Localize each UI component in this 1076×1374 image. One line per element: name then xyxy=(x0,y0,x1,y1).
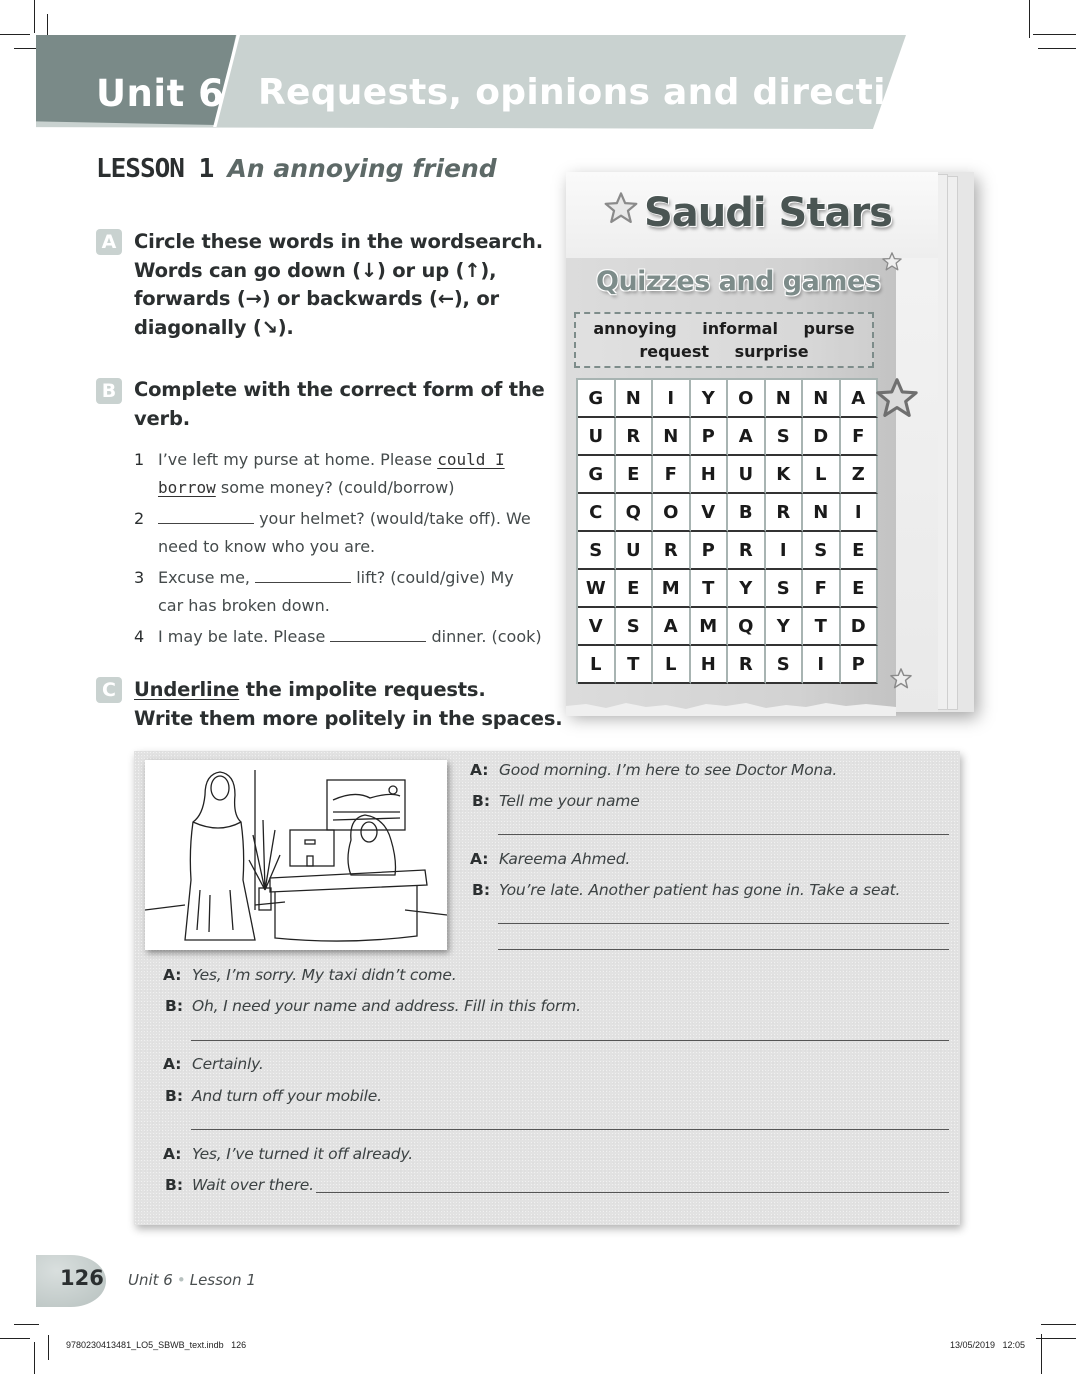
speaker-label: B: xyxy=(165,997,184,1015)
exercise-c-badge: C xyxy=(96,677,122,703)
grid-cell[interactable]: D xyxy=(841,608,879,646)
answer-line[interactable] xyxy=(316,1192,949,1193)
speaker-label: A: xyxy=(163,966,182,984)
grid-cell[interactable]: V xyxy=(691,494,729,532)
grid-cell[interactable]: I xyxy=(766,532,804,570)
star-icon xyxy=(876,378,918,418)
item-text: I may be late. Please xyxy=(158,627,331,646)
speaker-label: A: xyxy=(470,850,489,868)
grid-cell[interactable]: F xyxy=(841,418,879,456)
speaker-label: B: xyxy=(165,1087,184,1105)
grid-cell[interactable]: G xyxy=(578,456,616,494)
item-text: lift? (could/give) My car has broken down. xyxy=(158,568,514,615)
answer-line[interactable] xyxy=(191,1040,949,1041)
answer-line[interactable] xyxy=(498,923,949,924)
unit-title: Requests, opinions and directions xyxy=(258,72,959,113)
crop-mark xyxy=(1041,1324,1076,1325)
word: informal xyxy=(702,319,778,338)
grid-cell[interactable]: B xyxy=(728,494,766,532)
grid-cell[interactable]: E xyxy=(616,570,654,608)
grid-cell[interactable]: Q xyxy=(728,608,766,646)
star-icon xyxy=(882,252,902,271)
word: purse xyxy=(803,319,855,338)
speaker-label: A: xyxy=(163,1055,182,1073)
grid-cell[interactable]: E xyxy=(841,532,879,570)
quiz-section xyxy=(566,258,896,712)
lesson-heading xyxy=(96,154,497,184)
item-number: 4 xyxy=(134,627,145,646)
word-row xyxy=(576,340,872,363)
item-text: dinner. (cook) xyxy=(426,627,542,646)
grid-cell[interactable]: Z xyxy=(841,456,879,494)
utterance: You’re late. Another patient has gone in. Take a seat. xyxy=(499,881,901,899)
grid-cell[interactable]: G xyxy=(578,380,616,418)
exercise-a-instructions xyxy=(134,228,554,342)
grid-cell[interactable]: U xyxy=(728,456,766,494)
crop-mark xyxy=(14,48,38,49)
instruction-line xyxy=(134,676,564,705)
utterance: Yes, I’m sorry. My taxi didn’t come. xyxy=(192,966,457,984)
grid-cell[interactable]: A xyxy=(841,380,879,418)
grid-cell[interactable]: F xyxy=(803,570,841,608)
exercise-b-items xyxy=(134,446,544,654)
exercise-b-item-3 xyxy=(134,564,544,620)
grid-cell[interactable]: Y xyxy=(691,380,729,418)
item-text: your helmet? (would/take off). We need to know who you are. xyxy=(158,509,531,556)
grid-cell[interactable]: R xyxy=(728,646,766,684)
grid-cell[interactable]: N xyxy=(803,380,841,418)
print-slug-date: 13/05/2019 12:05 xyxy=(950,1340,1026,1350)
grid-cell[interactable]: I xyxy=(803,646,841,684)
instruction-line: Write them more politely in the spaces. xyxy=(134,706,563,730)
crop-mark xyxy=(48,1335,49,1360)
grid-cell[interactable]: E xyxy=(841,570,879,608)
page-number: 126 xyxy=(60,1266,104,1290)
exercise-c-instructions xyxy=(134,676,564,733)
grid-cell[interactable]: R xyxy=(653,532,691,570)
crop-mark xyxy=(1036,1338,1076,1339)
grid-cell[interactable]: I xyxy=(653,380,691,418)
speaker-label: B: xyxy=(165,1176,184,1194)
crop-mark xyxy=(0,1338,30,1339)
grid-cell[interactable]: M xyxy=(691,608,729,646)
utterance: And turn off your mobile. xyxy=(192,1087,382,1105)
grid-cell[interactable]: S xyxy=(766,570,804,608)
magazine xyxy=(566,172,938,712)
grid-cell[interactable]: D xyxy=(803,418,841,456)
answer-example: borrow xyxy=(158,478,216,497)
grid-cell[interactable]: H xyxy=(691,456,729,494)
grid-cell[interactable]: A xyxy=(653,608,691,646)
grid-cell[interactable]: P xyxy=(691,418,729,456)
crop-mark xyxy=(0,34,30,35)
instruction-line: Complete with the correct form of the xyxy=(134,378,545,401)
word-list xyxy=(574,312,874,368)
grid-cell[interactable]: L xyxy=(803,456,841,494)
exercise-b-item-4 xyxy=(134,623,544,651)
word: surprise xyxy=(734,342,809,361)
instruction-line: Words can go down (↓) or up (↑), xyxy=(134,258,497,282)
star-icon xyxy=(604,192,638,224)
utterance: Tell me your name xyxy=(499,792,640,810)
wordsearch-grid xyxy=(576,378,878,684)
print-slug-file: 9780230413481_LO5_SBWB_text.indb 126 xyxy=(66,1340,247,1350)
speaker-label: A: xyxy=(163,1145,182,1163)
grid-cell[interactable]: V xyxy=(578,608,616,646)
word-row xyxy=(576,317,872,340)
unit-label: Unit 6 xyxy=(96,72,225,115)
item-text: Excuse me, xyxy=(158,568,256,587)
utterance: Certainly. xyxy=(192,1055,264,1073)
word: request xyxy=(639,342,709,361)
crop-mark xyxy=(1038,48,1076,49)
lesson-number: LESSON 1 xyxy=(96,154,214,184)
grid-cell[interactable]: A xyxy=(728,418,766,456)
instruction-line: verb. xyxy=(134,406,190,430)
reception-illustration-icon xyxy=(145,760,447,950)
star-icon xyxy=(890,668,912,689)
item-text: I’ve left my purse at home. Please xyxy=(158,450,438,469)
grid-cell[interactable]: E xyxy=(616,456,654,494)
instruction-line: Circle these words in the wordsearch. xyxy=(134,230,543,253)
answer-example: could I xyxy=(437,450,505,469)
grid-cell[interactable]: K xyxy=(766,456,804,494)
item-number: 2 xyxy=(134,509,145,528)
grid-cell[interactable]: M xyxy=(653,570,691,608)
crop-mark xyxy=(1029,0,1030,38)
grid-cell[interactable]: R xyxy=(728,532,766,570)
grid-cell[interactable]: P xyxy=(841,646,879,684)
grid-cell[interactable]: W xyxy=(578,570,616,608)
grid-cell[interactable]: T xyxy=(803,608,841,646)
magazine-title: Saudi Stars xyxy=(643,190,892,236)
answer-line[interactable] xyxy=(498,949,949,950)
grid-cell[interactable]: I xyxy=(841,494,879,532)
grid-cell[interactable]: L xyxy=(653,646,691,684)
utterance: Wait over there. xyxy=(192,1176,314,1194)
answer-line[interactable] xyxy=(191,1129,949,1130)
footer-breadcrumb xyxy=(128,1271,256,1289)
grid-cell[interactable]: S xyxy=(766,418,804,456)
grid-cell[interactable]: F xyxy=(653,456,691,494)
crop-mark xyxy=(1033,34,1076,35)
grid-cell[interactable]: T xyxy=(691,570,729,608)
grid-cell[interactable]: S xyxy=(616,608,654,646)
item-number: 3 xyxy=(134,568,145,587)
grid-cell[interactable]: U xyxy=(578,418,616,456)
instruction-line: forwards (→) or backwards (←), or xyxy=(134,287,499,310)
section-title: Quizzes and games xyxy=(596,266,881,297)
grid-cell[interactable]: S xyxy=(578,532,616,570)
exercise-b-item-2 xyxy=(134,505,544,561)
utterance: Oh, I need your name and address. Fill in this form. xyxy=(192,997,581,1015)
utterance: Kareema Ahmed. xyxy=(499,850,631,868)
grid-cell[interactable]: Y xyxy=(766,608,804,646)
footer-separator: • xyxy=(176,1271,186,1289)
grid-cell[interactable]: O xyxy=(728,380,766,418)
crop-mark xyxy=(1041,1334,1042,1374)
speaker-label: B: xyxy=(472,792,491,810)
grid-cell[interactable]: U xyxy=(616,532,654,570)
answer-line[interactable] xyxy=(498,834,949,835)
exercise-b-item-1 xyxy=(134,446,544,502)
underlined-word: Underline xyxy=(134,678,240,701)
answer-blank[interactable] xyxy=(255,565,351,583)
grid-cell[interactable]: H xyxy=(691,646,729,684)
crop-mark xyxy=(14,1324,39,1325)
grid-cell[interactable]: N xyxy=(653,418,691,456)
utterance: Yes, I’ve turned it off already. xyxy=(192,1145,413,1163)
grid-cell[interactable]: R xyxy=(616,418,654,456)
speaker-label: A: xyxy=(470,761,489,779)
illustration-clinic-reception xyxy=(145,760,447,950)
grid-cell[interactable]: P xyxy=(691,532,729,570)
crop-mark xyxy=(34,1342,35,1374)
word: annoying xyxy=(593,319,677,338)
answer-blank[interactable] xyxy=(158,506,254,524)
utterance: Good morning. I’m here to see Doctor Mona. xyxy=(499,761,838,779)
lesson-name: An annoying friend xyxy=(227,154,497,183)
answer-blank[interactable] xyxy=(330,624,426,642)
grid-cell[interactable]: S xyxy=(803,532,841,570)
grid-cell[interactable]: Y xyxy=(728,570,766,608)
grid-cell[interactable]: N xyxy=(803,494,841,532)
footer-lesson: Lesson 1 xyxy=(189,1271,256,1289)
grid-cell[interactable]: N xyxy=(766,380,804,418)
grid-cell[interactable]: N xyxy=(616,380,654,418)
crop-mark xyxy=(34,0,35,33)
grid-cell[interactable]: O xyxy=(653,494,691,532)
torn-edge xyxy=(566,700,896,716)
exercise-b-instructions xyxy=(134,376,554,433)
grid-cell[interactable]: T xyxy=(616,646,654,684)
instruction-text: the impolite requests. xyxy=(239,678,486,701)
exercise-a-badge: A xyxy=(96,229,122,255)
item-text: some money? (could/borrow) xyxy=(215,478,455,497)
grid-cell[interactable]: Q xyxy=(616,494,654,532)
grid-cell[interactable]: C xyxy=(578,494,616,532)
magazine-masthead xyxy=(566,172,938,258)
grid-cell[interactable]: R xyxy=(766,494,804,532)
grid-cell[interactable]: S xyxy=(766,646,804,684)
instruction-line: diagonally (↘). xyxy=(134,315,294,339)
footer-unit: Unit 6 xyxy=(128,1271,173,1289)
speaker-label: B: xyxy=(472,881,491,899)
grid-cell[interactable]: L xyxy=(578,646,616,684)
exercise-b-badge: B xyxy=(96,378,122,404)
item-number: 1 xyxy=(134,450,145,469)
